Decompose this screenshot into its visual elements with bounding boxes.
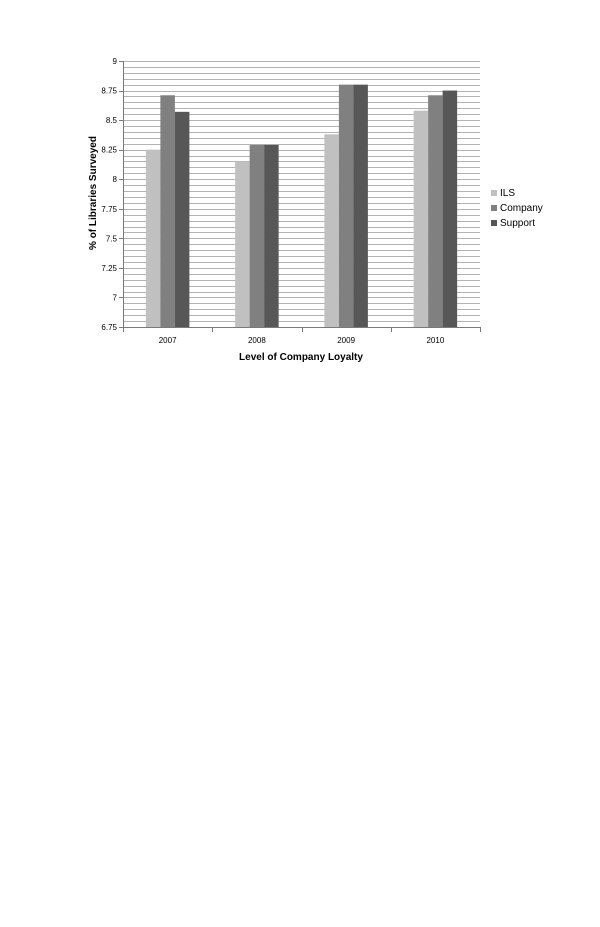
bar-ils-2009 [324,134,339,327]
y-tick-labels [101,57,117,332]
bar-company-2010 [428,95,443,327]
bar-ils-2007 [146,150,161,327]
y-tick-label: 6.75 [101,323,117,332]
bar-ils-2008 [235,161,250,327]
bar-support-2007 [175,112,190,327]
legend-label-support: Support [500,218,536,229]
legend-label-company: Company [500,203,543,214]
legend-label-ils: ILS [500,188,516,199]
y-tick-label: 8 [112,175,117,185]
y-axis-title: % of Libraries Surveyed [88,136,99,250]
bar-company-2008 [250,145,265,327]
legend [491,188,543,229]
legend-swatch-support [491,220,497,226]
x-tick-label: 2008 [247,336,266,345]
bar-support-2009 [353,85,368,327]
bar-company-2007 [160,95,175,327]
x-axis-title: Level of Company Loyalty [239,352,363,363]
y-tick-label: 7.75 [101,204,117,214]
x-tick-labels [159,336,445,345]
x-tick-label: 2007 [158,336,177,345]
bar-company-2009 [339,85,354,327]
y-tick-label: 7 [112,293,117,303]
chart [0,0,600,400]
y-tick-label: 7.25 [101,263,117,273]
y-tick-label: 8.75 [101,86,117,96]
bar-ils-2010 [414,111,429,327]
y-tick-label: 8.25 [101,145,117,155]
bars [146,85,457,327]
y-tick-label: 7.5 [105,234,117,244]
y-tick-label: 8.5 [105,116,117,126]
y-tick-label: 9 [112,57,117,66]
x-tick-label: 2010 [426,336,445,345]
bar-support-2008 [264,145,279,327]
legend-swatch-ils [491,190,497,196]
bar-chart [0,0,600,400]
legend-swatch-company [491,205,497,211]
bar-support-2010 [443,91,458,327]
x-tick-label: 2009 [337,336,356,345]
